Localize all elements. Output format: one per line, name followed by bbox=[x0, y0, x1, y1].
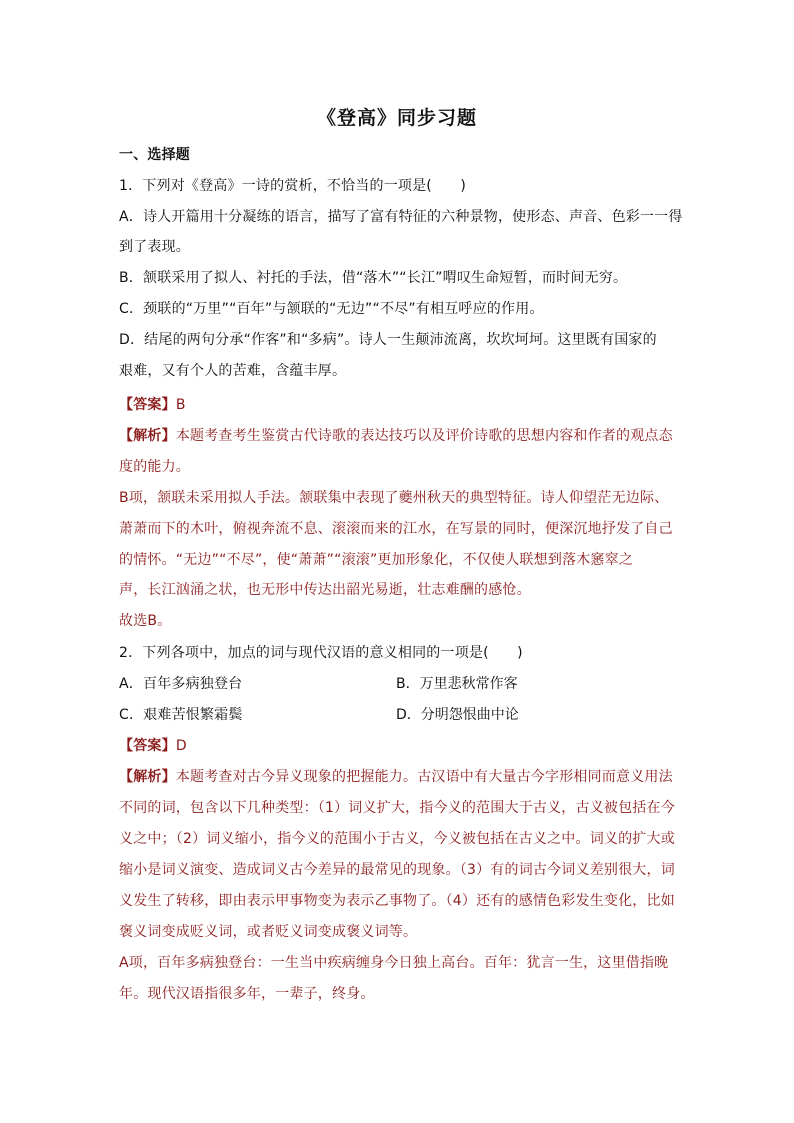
q1-answer-label: 【答案】 bbox=[119, 397, 176, 413]
q2-answer-label: 【答案】 bbox=[119, 738, 176, 754]
q1-option-c: C．颈联的“万里”“百年”与颔联的“无边”“不尽”有相互呼应的作用。 bbox=[119, 301, 544, 317]
q1-detail-line3: 的情怀。“无边”“不尽”，使“萧萧”“滚滚”更加形象化，不仅使人联想到落木窸窣之 bbox=[119, 552, 634, 568]
q2-option-b: B．万里悲秋常作客 bbox=[396, 676, 518, 692]
q2-analysis-label: 【解析】 bbox=[119, 769, 176, 785]
q1-option-a-line1: A．诗人开篇用十分凝练的语言，描写了富有特征的六种景物，使形态、声音、色彩一一得 bbox=[119, 209, 683, 225]
q2-analysis-text: 本题考查对古今异义现象的把握能力。古汉语中有大量古今字形相同而意义用法 bbox=[175, 769, 673, 785]
q1-option-b: B．颔联采用了拟人、衬托的手法，借“落木”“长江”喟叹生命短暂，而时间无穷。 bbox=[119, 270, 628, 286]
q2-stem: 2．下列各项中，加点的词与现代汉语的意义相同的一项是( ) bbox=[119, 645, 523, 661]
q1-detail-line4: 声，长江汹涌之状，也无形中传达出韶光易逝，壮志难酬的感怆。 bbox=[119, 582, 531, 598]
q2-option-a: A．百年多病独登台 bbox=[119, 676, 243, 692]
q2-analysis-line3: 义之中；（2）词义缩小，指今义的范围小于古义，今义被包括在古义之中。词义的扩大或 bbox=[119, 831, 675, 847]
q1-answer-value: B bbox=[175, 397, 186, 413]
q1-detail-line1: B项，颔联未采用拟人手法。颔联集中表现了夔州秋天的典型特征。诗人仰望茫无边际、 bbox=[119, 490, 669, 506]
q1-answer bbox=[119, 395, 679, 415]
q1-stem: 1．下列对《登高》一诗的赏析，不恰当的一项是( ) bbox=[119, 178, 467, 194]
q2-analysis-line1 bbox=[119, 767, 679, 787]
q1-conclusion: 故选B。 bbox=[119, 613, 172, 629]
page-title: 《登高》同步习题 bbox=[316, 107, 477, 129]
q1-analysis-line1 bbox=[119, 426, 679, 446]
q2-option-d: D．分明怨恨曲中论 bbox=[396, 707, 519, 723]
q2-analysis-line2: 不同的词，包含以下几种类型：（1）词义扩大，指今义的范围大于古义，古义被包括在今 bbox=[119, 800, 675, 816]
q2-answer bbox=[119, 736, 679, 756]
q2-option-c: C．艰难苦恨繁霜鬓 bbox=[119, 707, 243, 723]
q2-answer-value: D bbox=[175, 738, 187, 754]
q1-analysis-text: 本题考查考生鉴赏古代诗歌的表达技巧以及评价诗歌的思想内容和作者的观点态 bbox=[175, 428, 673, 444]
q1-analysis-label: 【解析】 bbox=[119, 428, 176, 444]
q1-analysis-line2: 度的能力。 bbox=[119, 459, 190, 475]
q2-detail-line1: A项，百年多病独登台：一生当中疾病缠身今日独上高台。百年：犹言一生，这里借指晚 bbox=[119, 955, 669, 971]
q1-detail-line2: 萧萧而下的木叶，俯视奔流不息、滚滚而来的江水，在写景的同时，便深沉地抒发了自己 bbox=[119, 521, 673, 537]
q2-analysis-line4: 缩小是词义演变、造成词义古今差异的最常见的现象。（3）有的词古今词义差别很大，词 bbox=[119, 862, 675, 878]
section-heading: 一、选择题 bbox=[119, 147, 190, 163]
q2-analysis-line6: 褒义词变成贬义词，或者贬义词变成褒义词等。 bbox=[119, 924, 418, 940]
q1-option-a-line2: 到了表现。 bbox=[119, 239, 190, 255]
q1-option-d-line2: 艰难，又有个人的苦难，含蕴丰厚。 bbox=[119, 363, 347, 379]
q2-detail-line2: 年。现代汉语指很多年，一辈子，终身。 bbox=[119, 986, 375, 1002]
q2-analysis-line5: 义发生了转移，即由表示甲事物变为表示乙事物了。（4）还有的感情色彩发生变化，比如 bbox=[119, 893, 675, 909]
q1-option-d-line1: D．结尾的两句分承“作客”和“多病”。诗人一生颠沛流离，坎坎坷坷。这里既有国家的 bbox=[119, 332, 657, 348]
